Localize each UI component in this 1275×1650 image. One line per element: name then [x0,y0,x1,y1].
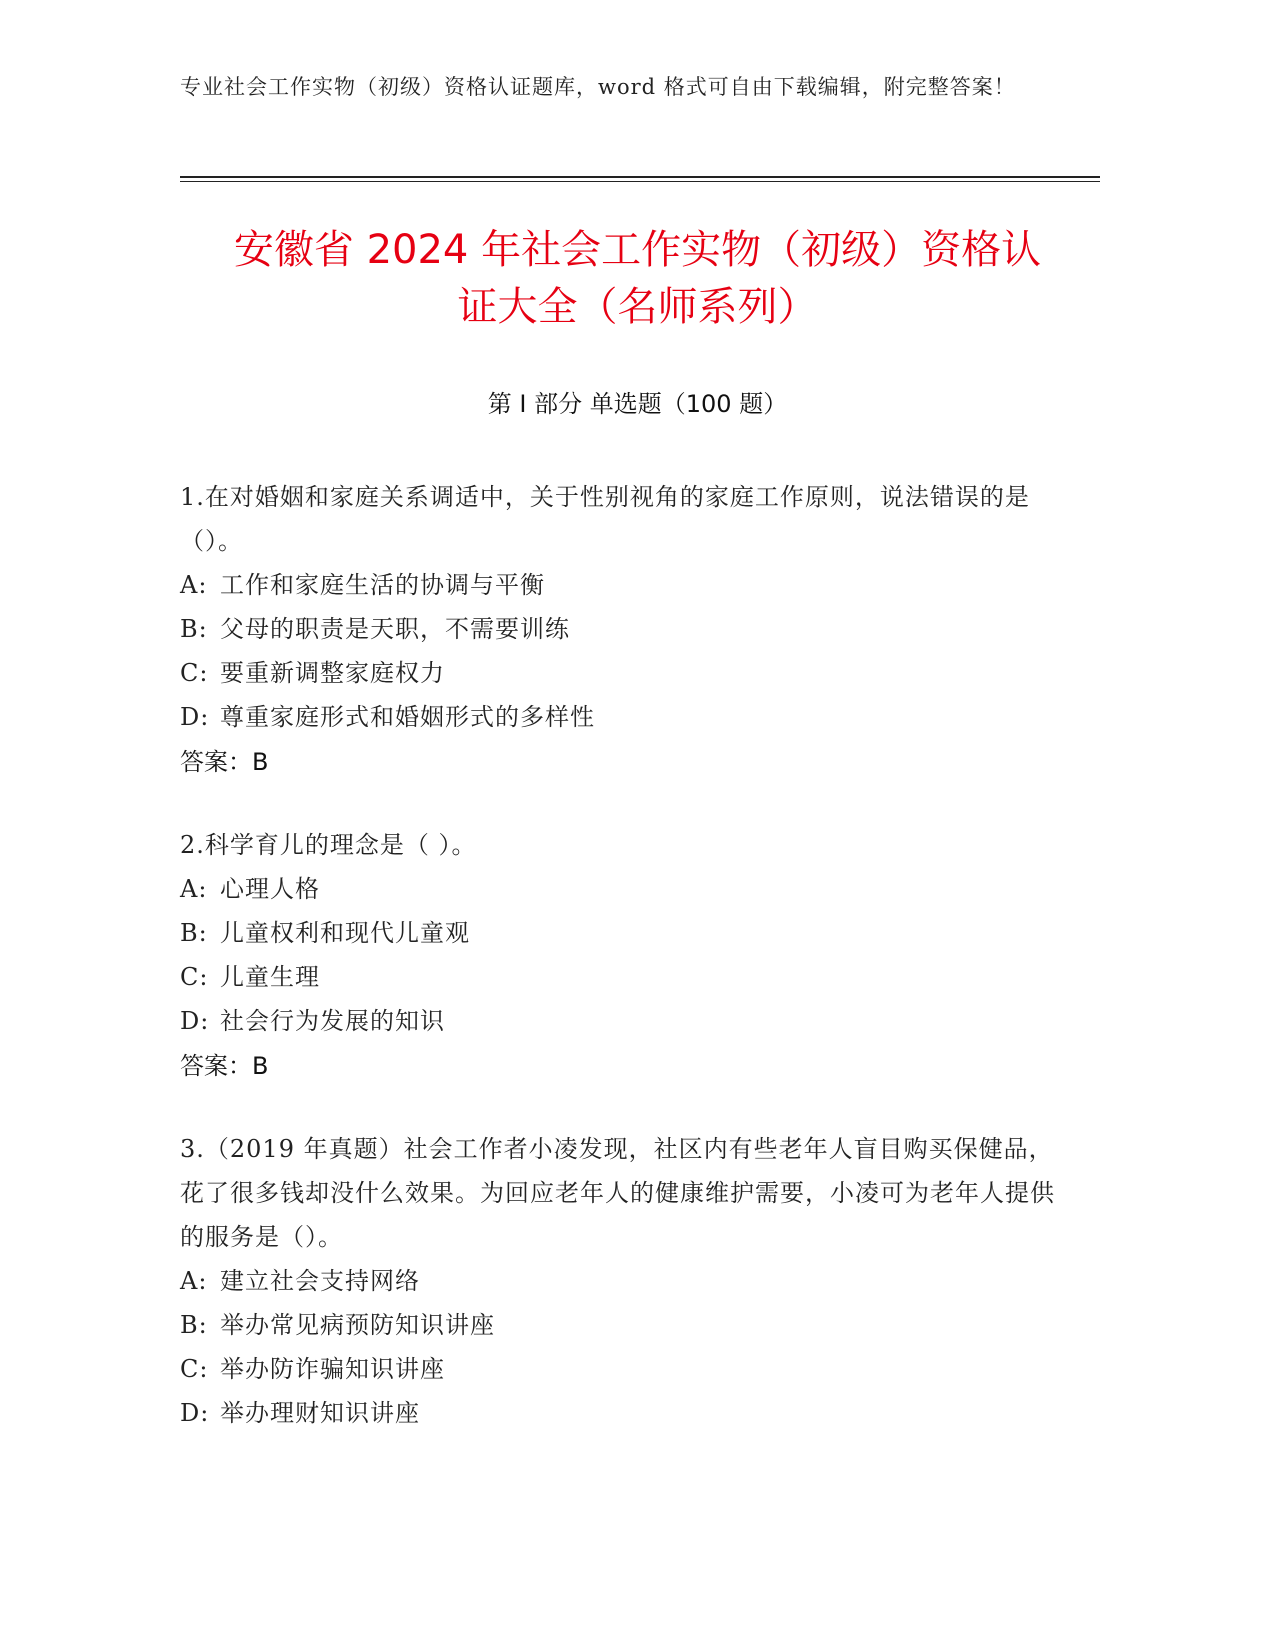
option-b [180,911,1060,955]
question-stem: 3.（2019 年真题）社会工作者小凌发现，社区内有些老年人盲目购买保健品，花了很多钱却没什么效果。为回应老年人的健康维护需要，小凌可为老年人提供的服务是（）。 [180,1135,1055,1251]
option-letter: C: [180,963,209,991]
option-letter: C: [180,659,209,687]
option-d [180,999,1060,1043]
option-b [180,607,1060,651]
header-note: 专业社会工作实物（初级）资格认证题库，word 格式可自由下载编辑，附完整答案！ [180,75,1016,99]
option-d [180,695,1060,739]
option-text: 儿童生理 [220,963,320,991]
section-title: 第 I 部分 单选题（100 题） [487,390,788,418]
option-text: 儿童权利和现代儿童观 [220,919,470,947]
option-c [180,1347,1060,1391]
header-divider-thick [180,176,1100,178]
option-text: 举办理财知识讲座 [220,1399,420,1427]
option-text: 建立社会支持网络 [220,1267,420,1295]
document-title-line-2: 证大全（名师系列） [457,284,818,330]
question-2 [180,823,1060,1089]
option-letter: D: [180,1399,210,1427]
document-title-line-1: 安徽省 2024 年社会工作实物（初级）资格认 [233,227,1042,273]
question-3 [180,1127,1060,1435]
answer-label: 答案：B [180,1052,269,1080]
question-1 [180,475,1060,785]
option-text: 尊重家庭形式和婚姻形式的多样性 [220,703,595,731]
answer-label: 答案：B [180,748,269,776]
option-text: 要重新调整家庭权力 [220,659,445,687]
option-text: 父母的职责是天职，不需要训练 [220,615,570,643]
option-letter: A: [180,1267,208,1295]
option-letter: B: [180,919,208,947]
option-text: 举办常见病预防知识讲座 [220,1311,495,1339]
header-divider-thin [180,181,1100,182]
option-c [180,955,1060,999]
option-a [180,867,1060,911]
question-stem: 1.在对婚姻和家庭关系调适中，关于性别视角的家庭工作原则，说法错误的是（）。 [180,483,1030,555]
question-list [180,475,1060,1473]
option-a [180,563,1060,607]
option-text: 举办防诈骗知识讲座 [220,1355,445,1383]
document-title [150,222,1125,336]
question-stem: 2.科学育儿的理念是（ ）。 [180,831,477,859]
option-letter: D: [180,703,210,731]
option-b [180,1303,1060,1347]
option-letter: A: [180,571,208,599]
option-letter: A: [180,875,208,903]
option-text: 工作和家庭生活的协调与平衡 [220,571,545,599]
option-text: 心理人格 [220,875,320,903]
option-a [180,1259,1060,1303]
option-c [180,651,1060,695]
option-letter: B: [180,615,208,643]
option-d [180,1391,1060,1435]
option-text: 社会行为发展的知识 [220,1007,445,1035]
option-letter: D: [180,1007,210,1035]
option-letter: B: [180,1311,208,1339]
option-letter: C: [180,1355,209,1383]
